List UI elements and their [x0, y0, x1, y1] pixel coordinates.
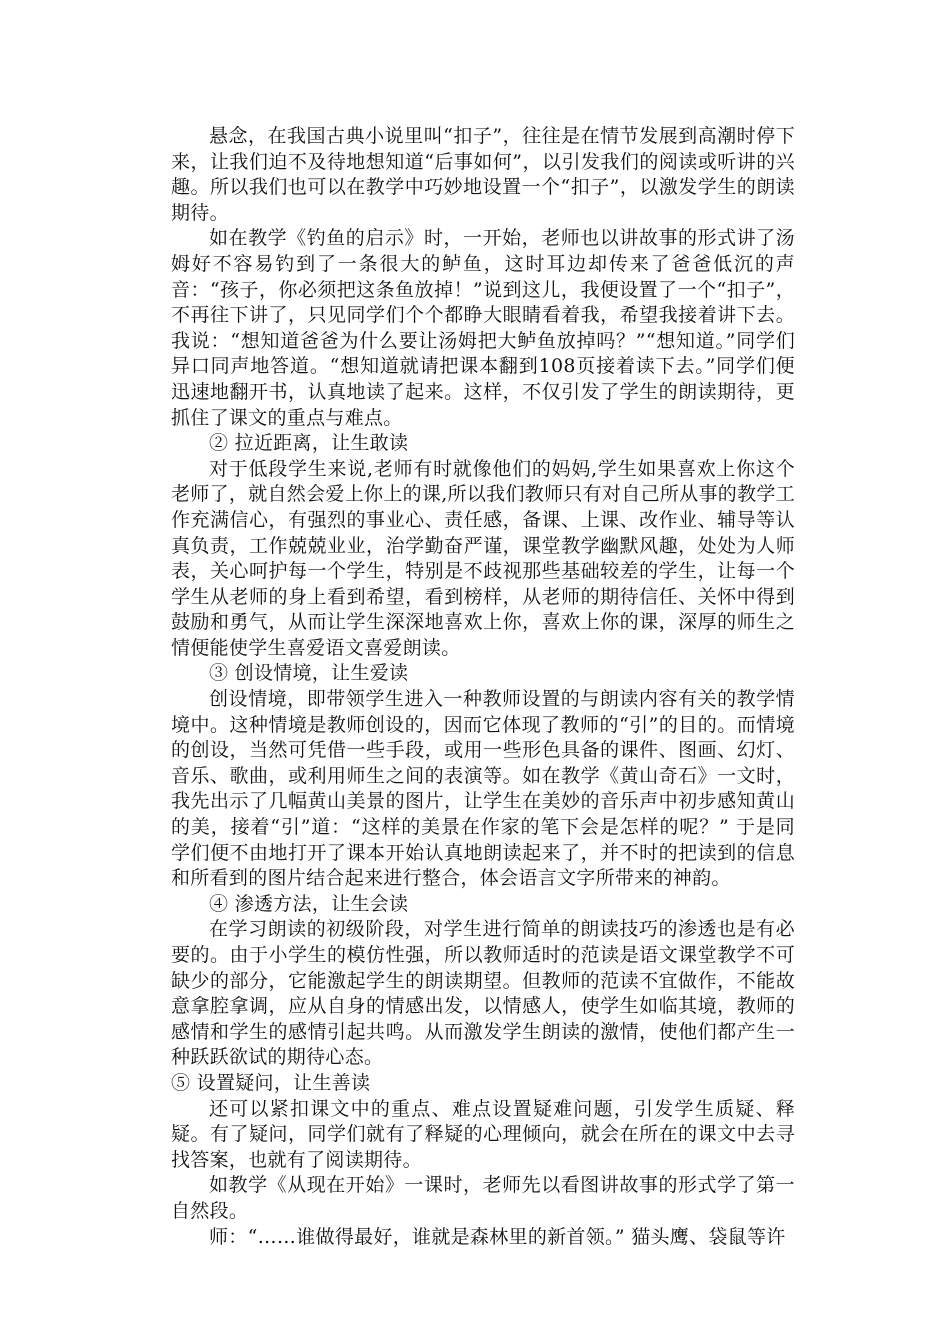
paragraph-fishing-example: 如在教学《钓鱼的启示》时，一开始，老师也以讲故事的形式讲了汤姆好不容易钓到了一条很大的鲈鱼，这时耳边却传来了爸爸低沉的声音：“孩子，你必须把这条鱼放掉！”说到这儿，我便设置了一个“扣子”，不再往下讲了，只见同学们个个都睁大眼睛看着我，希望我接着讲下去。我说：“想知道爸爸为什么要让汤姆把大鲈鱼放掉吗？”“想知道。”同学们异口同声地答道。“想知道就请把课本翻到108页接着读下去。”同学们便迅速地翻开书，认真地读了起来。这样，不仅引发了学生的朗读期待，更抓住了课文的重点与难点。 — [171, 227, 795, 429]
paragraph-closeness: 对于低段学生来说,老师有时就像他们的妈妈,学生如果喜欢上你这个老师了，就自然会爱上你上的课,所以我们教师只有对自己所从事的教学工作充满信心，有强烈的事业心、责任感，备课、上课、改作业、辅导等认真负责，工作兢兢业业，治学勤奋严谨，课堂教学幽默风趣，处处为人师表，关心呵护每一个学生，特别是不歧视那些基础较差的学生，让每一个学生从老师的身上看到希望，看到榜样，从老师的期待信任、关怀中得到鼓励和勇气，从而让学生深深地喜欢上你，喜欢上你的课，深厚的师生之情便能使学生喜爱语文喜爱朗读。 — [171, 457, 795, 659]
paragraph-situation: 创设情境，即带领学生进入一种教师设置的与朗读内容有关的教学情境中。这种情境是教师创设的，因而它体现了教师的“引”的目的。而情境的创设，当然可凭借一些手段，或用一些形色具备的课件、图画、幻灯、音乐、歌曲，或利用师生之间的表演等。如在教学《黄山奇石》一文时，我先出示了几幅黄山美景的图片，让学生在美妙的音乐声中初步感知黄山的美，接着“引”道：“这样的美景在作家的笔下会是怎样的呢？” 于是同学们便不由地打开了课本开始认真地朗读起来了，并不时的把读到的信息和所看到的图片结合起来进行整合，体会语言文字所带来的神韵。 — [171, 688, 795, 890]
paragraph-suspense-intro: 悬念，在我国古典小说里叫“扣子”，往往是在情节发展到高潮时停下来，让我们迫不及待地想知道“后事如何”，以引发我们的阅读或听讲的兴趣。所以我们也可以在教学中巧妙地设置一个“扣子”，以激发学生的朗读期待。 — [171, 125, 795, 224]
section-heading-3: ③ 创设情境，让生爱读 — [209, 662, 409, 685]
section-heading-2: ② 拉近距离，让生敢读 — [209, 432, 409, 455]
paragraph-lesson-example: 如教学《从现在开始》一课时，老师先以看图讲故事的形式学了第一自然段。 — [171, 1174, 795, 1222]
section-heading-5: ⑤ 设置疑问，让生善读 — [171, 1071, 371, 1094]
section-heading-4: ④ 渗透方法，让生会读 — [209, 892, 409, 915]
paragraph-questions: 还可以紧扣课文中的重点、难点设置疑难问题，引发学生质疑、释疑。有了疑问，同学们就有了释疑的心理倾向，就会在所在的课文中去寻找答案，也就有了阅读期待。 — [171, 1097, 795, 1171]
paragraph-teacher-quote: 师：“……谁做得最好，谁就是森林里的新首领。” 猫头鹰、袋鼠等许 — [209, 1225, 786, 1248]
document-body — [171, 124, 795, 1250]
paragraph-method: 在学习朗读的初级阶段，对学生进行简单的朗读技巧的渗透也是有必要的。由于小学生的模仿性强，所以教师适时的范读是语文课堂教学不可缺少的部分，它能激起学生的朗读期望。但教师的范读不宜做作，不能故意拿腔拿调，应从自身的情感出发，以情感人，使学生如临其境，教师的感情和学生的感情引起共鸣。从而激发学生朗读的激情，使他们都产生一种跃跃欲试的期待心态。 — [171, 918, 795, 1069]
